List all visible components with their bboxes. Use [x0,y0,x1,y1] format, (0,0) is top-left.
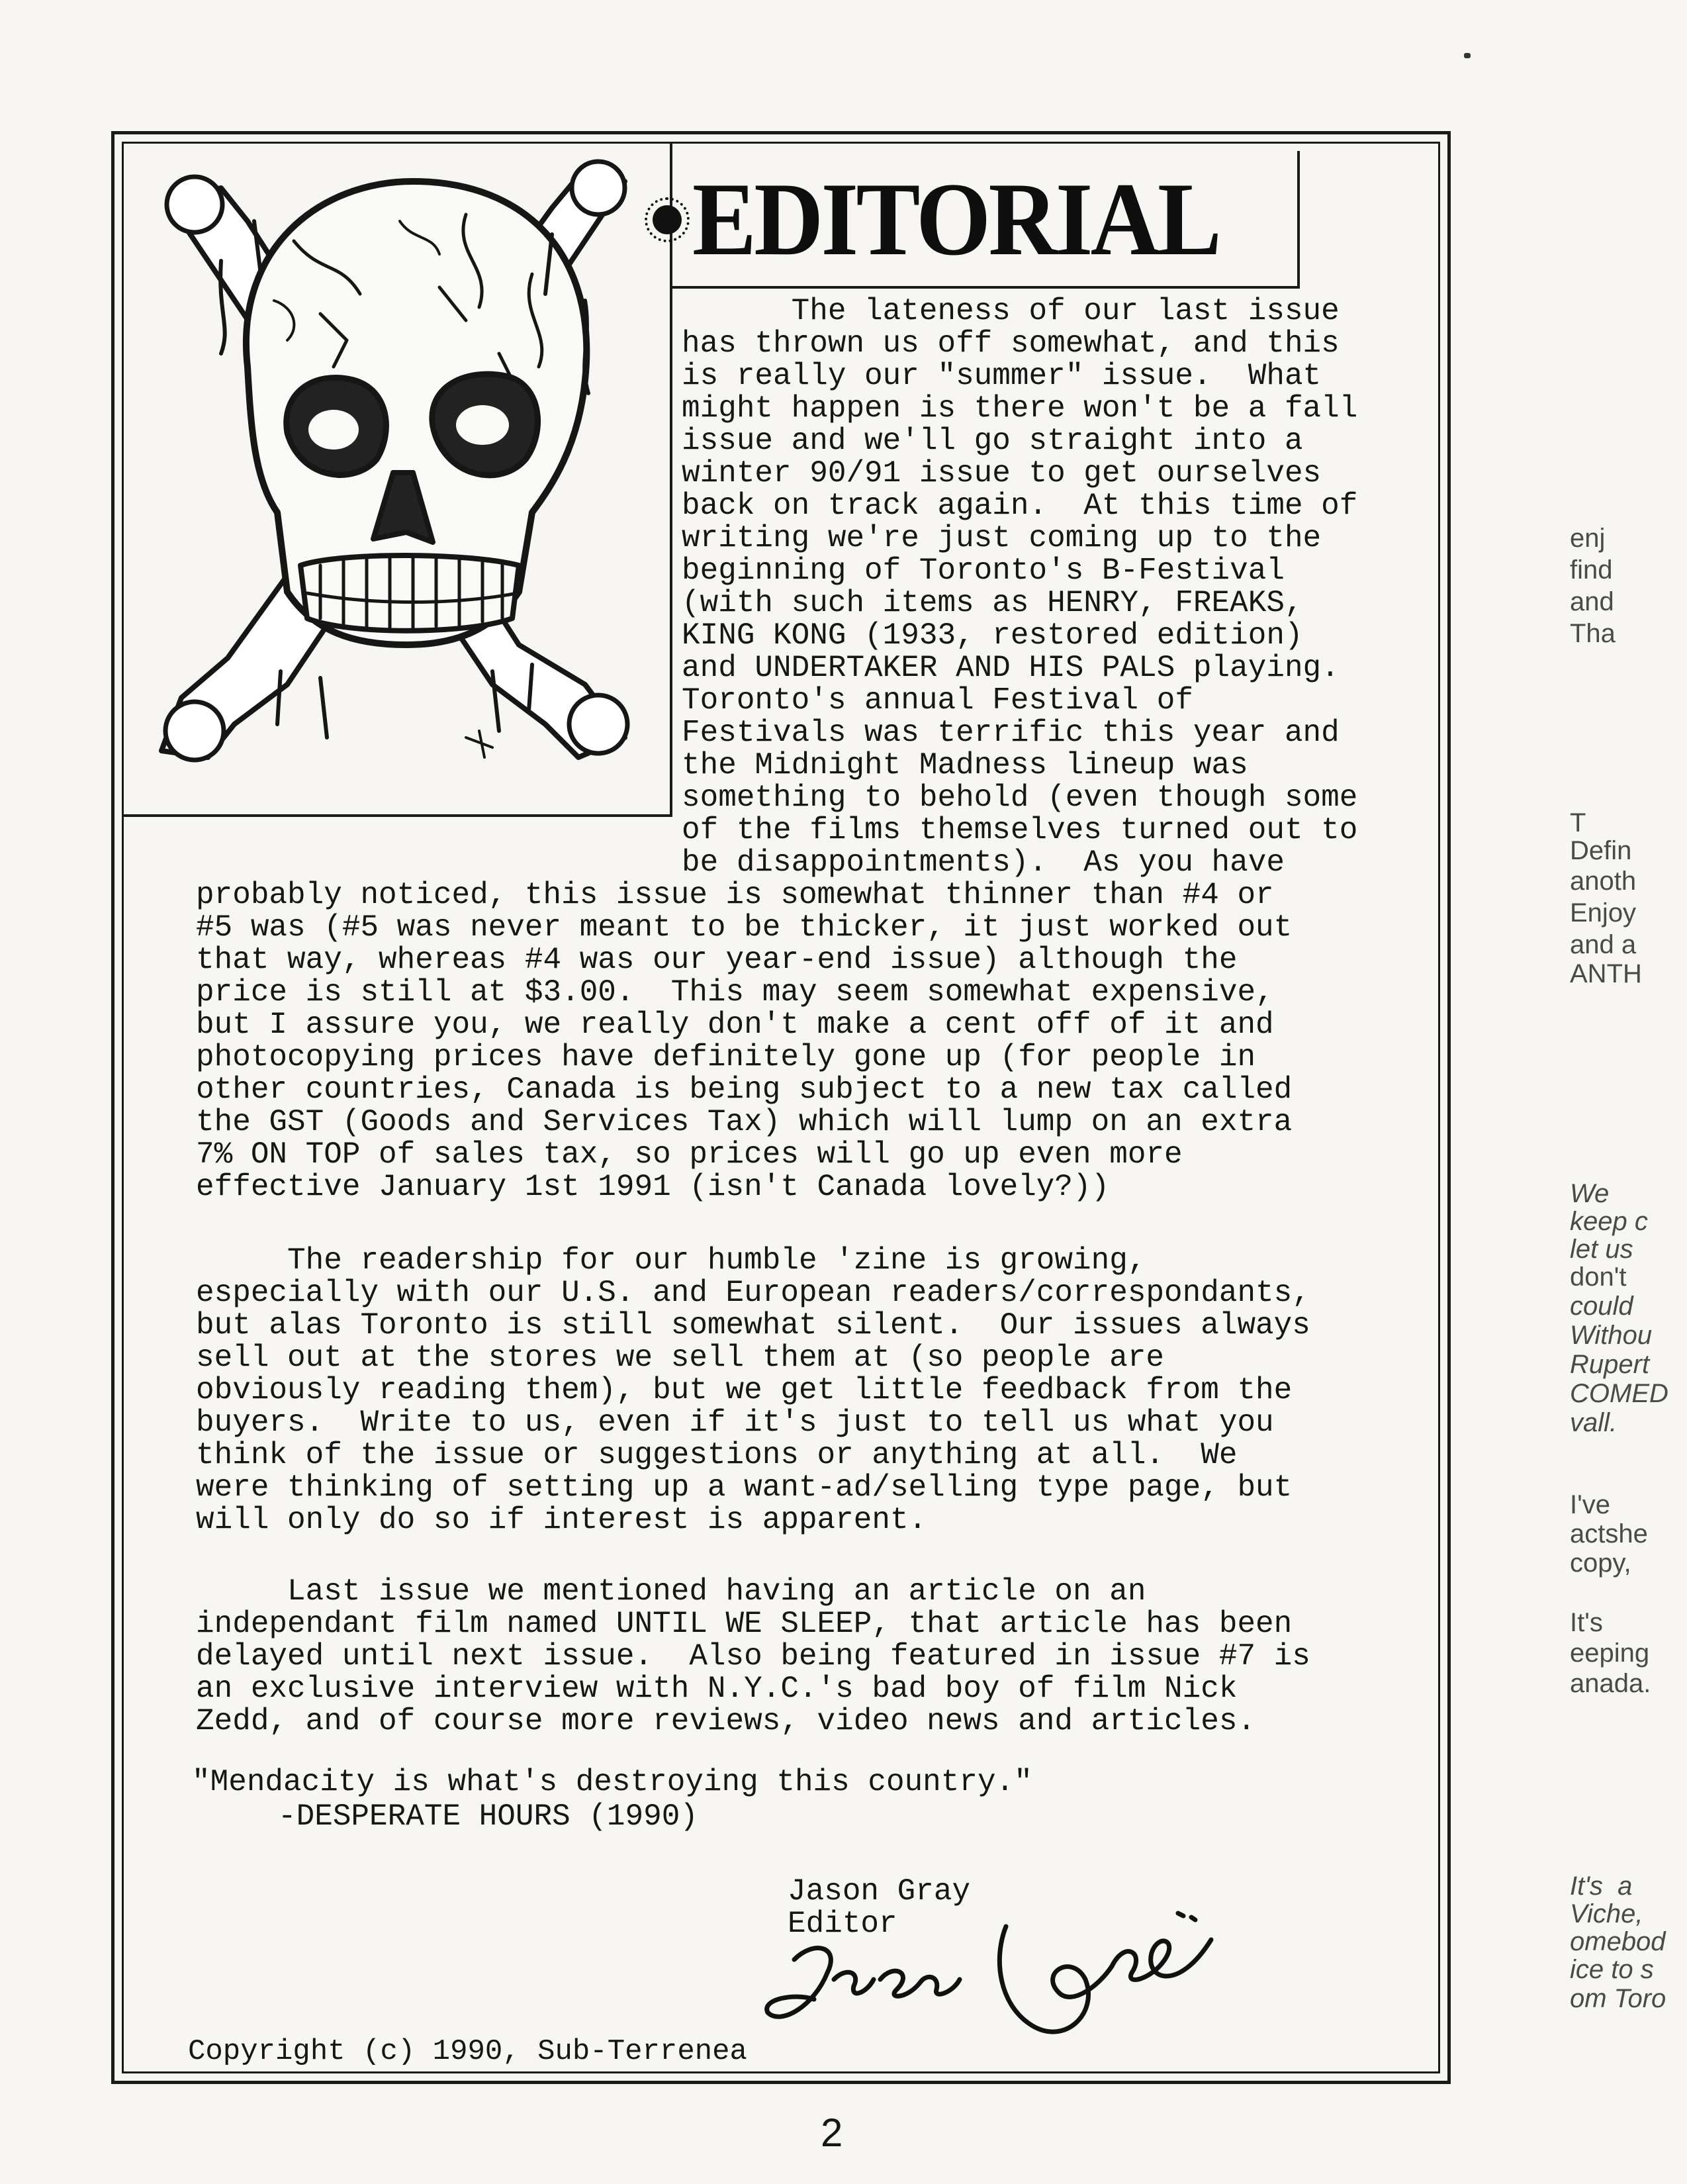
next-issue-paragraph [196,1576,1440,1738]
facing-page-fragment: keep c [1570,1207,1648,1236]
text-line: Last issue we mentioned having an article on an [196,1574,1146,1609]
text-line: independant film named UNTIL WE SLEEP, that article has been [196,1607,1293,1641]
text-line: an exclusive interview with N.Y.C.'s bad boy of film Nick [196,1672,1238,1706]
facing-page-fragment: and a [1570,930,1637,959]
facing-page-fragment: anada. [1570,1669,1651,1698]
facing-page-fragment: It's a [1570,1872,1633,1901]
closing-quote-source: -DESPERATE HOURS (1990) [278,1799,698,1834]
facing-page-fragment: Withou [1570,1321,1653,1350]
readership-paragraph [196,1245,1440,1537]
intro-paragraph-continued [196,879,1440,1204]
facing-page-fragment: It's [1570,1608,1603,1637]
text-line: Zedd, and of course more reviews, video news and articles. [196,1704,1256,1738]
facing-page-fragment: could [1570,1292,1633,1321]
editorial-banner [672,151,1300,289]
text-line: price is still at $3.00. This may seem somewhat expensive, [196,975,1274,1010]
text-line: has thrown us off somewhat, and this [682,326,1340,361]
text-line: effective January 1st 1991 (isn't Canada lovely?)) [196,1170,1110,1204]
text-line: photocopying prices have definitely gone up (for people in [196,1040,1256,1074]
text-line: be disappointments). As you have [682,845,1285,880]
text-line: but I assure you, we really don't make a cent off of it and [196,1008,1274,1042]
facing-page-fragment: eeping [1570,1638,1650,1668]
text-line: The readership for our humble 'zine is growing, [196,1243,1146,1278]
text-line: is really our "summer" issue. What [682,359,1322,393]
text-line: #5 was (#5 was never meant to be thicker, it just worked out [196,910,1293,945]
facing-page-fragment: enj [1570,524,1606,553]
page-number: 2 [821,2111,843,2155]
facing-page-fragment: don't [1570,1262,1627,1292]
copyright-notice: Copyright (c) 1990, Sub-Terrenea [188,2035,747,2068]
facing-page-fragment: Tha [1570,619,1616,648]
text-line: the GST (Goods and Services Tax) which will lump on an extra [196,1105,1293,1139]
facing-page-fragment: copy, [1570,1548,1631,1578]
signature-icon [754,1900,1218,2052]
text-line: back on track again. At this time of [682,489,1358,523]
text-line: something to behold (even though some [682,781,1358,815]
text-line: other countries, Canada is being subject to a new tax called [196,1072,1293,1107]
text-line: sell out at the stores we sell them at (so people are [196,1341,1165,1375]
editor-role: Editor [788,1907,897,1941]
facing-page-fragment: anoth [1570,867,1637,896]
facing-page-fragment: let us [1570,1235,1633,1264]
text-line: were thinking of setting up a want-ad/selling type page, but [196,1470,1293,1505]
text-line: winter 90/91 issue to get ourselves [682,456,1322,491]
editor-name: Jason Gray [788,1874,971,1909]
facing-page-fragment: omebod [1570,1927,1666,1956]
text-line: think of the issue or suggestions or anything at all. We [196,1438,1238,1472]
text-line: delayed until next issue. Also being featured in issue #7 is [196,1639,1310,1674]
intro-paragraph [682,295,1430,879]
text-line: might happen is there won't be a fall [682,391,1358,426]
facing-page-fragment: We [1570,1179,1610,1208]
facing-page-fragment: COMED [1570,1379,1668,1408]
dust-speck [1464,53,1471,58]
text-line: of the films themselves turned out to [682,813,1358,847]
facing-page-fragment: Enjoy [1570,898,1637,927]
text-line: Festivals was terrific this year and [682,716,1340,750]
skull-crossbones-icon [122,142,672,817]
text-line: that way, whereas #4 was our year-end issue) although the [196,943,1238,977]
text-line: (with such items as HENRY, FREAKS, [682,586,1303,620]
facing-page-fragment: Defin [1570,836,1632,865]
facing-page-fragment: T [1570,808,1586,837]
text-line: Toronto's annual Festival of [682,683,1193,718]
text-line: issue and we'll go straight into a [682,424,1303,458]
text-line: 7% ON TOP of sales tax, so prices will go up even more [196,1137,1183,1172]
text-line: buyers. Write to us, even if it's just to tell us what you [196,1405,1274,1440]
text-line: beginning of Toronto's B-Festival [682,553,1285,588]
text-line: probably noticed, this issue is somewhat thinner than #4 or [196,878,1274,912]
text-line: but alas Toronto is still somewhat silent. Our issues always [196,1308,1310,1343]
facing-page-fragment: ice to s [1570,1955,1654,1984]
text-line: and UNDERTAKER AND HIS PALS playing. [682,651,1340,685]
facing-page-fragment: I've [1570,1490,1610,1519]
closing-quote: "Mendacity is what's destroying this country." [192,1765,1032,1799]
text-line: obviously reading them), but we get little feedback from the [196,1373,1293,1407]
text-line: The lateness of our last issue [682,294,1340,328]
facing-page-fragment: find [1570,555,1613,585]
facing-page-fragment: Rupert [1570,1350,1650,1379]
text-line: KING KONG (1933, restored edition) [682,618,1303,653]
facing-page-fragment: Viche, [1570,1899,1643,1928]
facing-page-fragment: and [1570,587,1614,616]
page-title: EDITORIAL [692,162,1220,277]
skull-illustration-box [122,142,672,817]
text-line: the Midnight Madness lineup was [682,748,1248,783]
facing-page-fragment: om Toro [1570,1984,1666,2013]
text-line: writing we're just coming up to the [682,521,1322,555]
facing-page-fragment: actshe [1570,1519,1648,1548]
text-line: especially with our U.S. and European readers/correspondants, [196,1276,1310,1310]
facing-page-fragment: vall. [1570,1408,1618,1437]
text-line: will only do so if interest is apparent. [196,1503,927,1537]
facing-page-fragment: ANTH [1570,959,1642,988]
